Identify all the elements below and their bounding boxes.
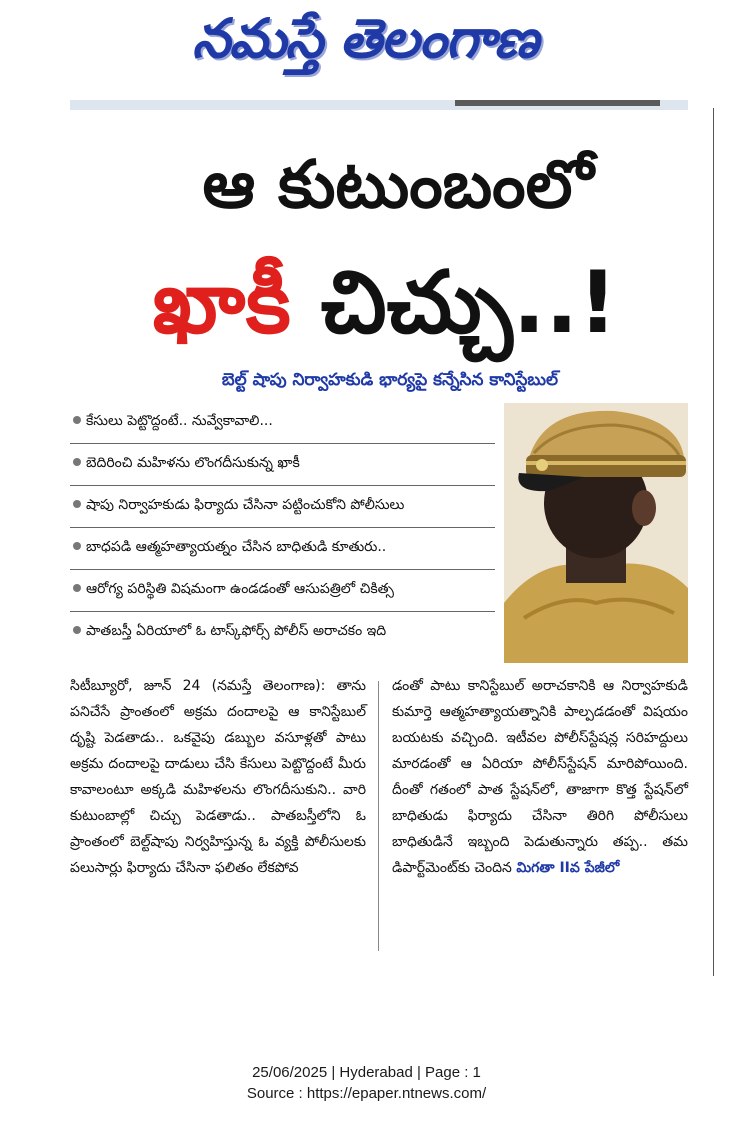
bullet-dot-icon: [73, 500, 81, 508]
clipping-right-rule: [713, 108, 714, 976]
page-footer: [0, 1062, 733, 1104]
body-column-right-text: డంతో పాటు కానిస్టేబుల్ అరాచకానికి ఆ నిర్వాహకుడి కుమార్తె ఆత్మహత్యాయత్నానికి పాల్పడడంతో విషయం బయటకు వచ్చింది. ఇటీవల పోలీస్‌స్టేషన్ల సరిహద్దులు మారడంతో ఆ ఏరియా పోలీస్‌స్టేషన్ మారిపోయింది. దీంతో గతంలో పాత స్టేషన్‌లో, తాజాగా కొత్త స్టేషన్‌లో బాధితుడు ఫిర్యాదు చేసినా తిరిగి పోలీసులు బాధితుడినే ఇబ్బంది పెడుతున్నారు తప్ప.. తమ డిపార్ట్‌మెంట్‌కు చెందిన: [392, 678, 688, 876]
bullet-item: కేసులు పెట్టొద్దంటే.. నువ్వేకావాలి...: [70, 402, 495, 444]
masthead: [0, 0, 733, 80]
news-clipping: [70, 100, 718, 970]
column-divider: [378, 681, 379, 951]
headline-line-2: [80, 238, 690, 368]
bullet-item: పాతబస్తీ ఏరియాలో ఓ టాస్క్‌ఫోర్స్ పోలీస్ అరాచకం ఇది: [70, 612, 495, 653]
police-cap-illustration: [504, 403, 688, 663]
continued-on-page-label: మిగతా IIవ పేజీలో: [516, 860, 620, 876]
article-subheading: బెల్ట్ షాపు నిర్వాహకుడి భార్యపై కన్నేసిన కానిస్టేబుల్: [221, 370, 559, 390]
footer-edition-info: 25/06/2025 | Hyderabad | Page : 1: [252, 1064, 481, 1081]
headline-red-word: ఖాకీ: [152, 253, 291, 353]
body-column-left: సిటీబ్యూరో, జూన్ 24 (నమస్తే తెలంగాణ): తాను పనిచేసే ప్రాంతంలో అక్రమ దందాలపై ఆ కానిస్టేబుల్ దృష్టి పెడతాడు.. ఒకవైపు డబ్బుల వసూళ్లతో పాటు అక్రమ దందాలపై దాడులు చేసి కేసులు పెట్టొద్దంటే మీరు కావాలంటూ అక్కడి మహిళలను లొంగదీసుకుని.. వారి కుటుంబాల్లో చిచ్చు పెడతాడు.. పాతబస్తీలోని ఓ ప్రాంతంలో బెల్ట్‌షాపు నిర్వహిస్తున్న ఓ వ్యక్తి పోలీసులకు పలుసార్లు ఫిర్యాదు చేసినా ఫలితం లేకపోవ: [70, 678, 366, 876]
bullet-dot-icon: [73, 542, 81, 550]
headline-line-1: ఆ కుటుంబంలో: [202, 146, 594, 223]
bullet-item: బాధపడి ఆత్మహత్యాయత్నం చేసిన బాధితుడి కూతురు..: [70, 528, 495, 570]
police-officer-photo: [504, 403, 688, 663]
bullet-dot-icon: [73, 416, 81, 424]
bullet-item: షాపు నిర్వాహకుడు ఫిర్యాదు చేసినా పట్టించుకోని పోలీసులు: [70, 486, 495, 528]
bullet-list: [70, 402, 495, 653]
clipping-top-bar: [70, 100, 688, 110]
article-body: [70, 673, 690, 958]
bullet-dot-icon: [73, 584, 81, 592]
bullet-dot-icon: [73, 626, 81, 634]
bullet-dot-icon: [73, 458, 81, 466]
bullet-item: ఆరోగ్య పరిస్థితి విషమంగా ఉండడంతో ఆసుపత్రిలో చికిత్స: [70, 570, 495, 612]
bullet-item: బెదిరించి మహిళను లొంగదీసుకున్న ఖాకీ: [70, 444, 495, 486]
headline-black-word: చిచ్చు..!: [320, 253, 618, 353]
body-column-right: [392, 673, 688, 881]
newspaper-logo: నమస్తే తెలంగాణ: [192, 7, 538, 70]
footer-source-link[interactable]: Source : https://epaper.ntnews.com/: [246, 1085, 487, 1102]
